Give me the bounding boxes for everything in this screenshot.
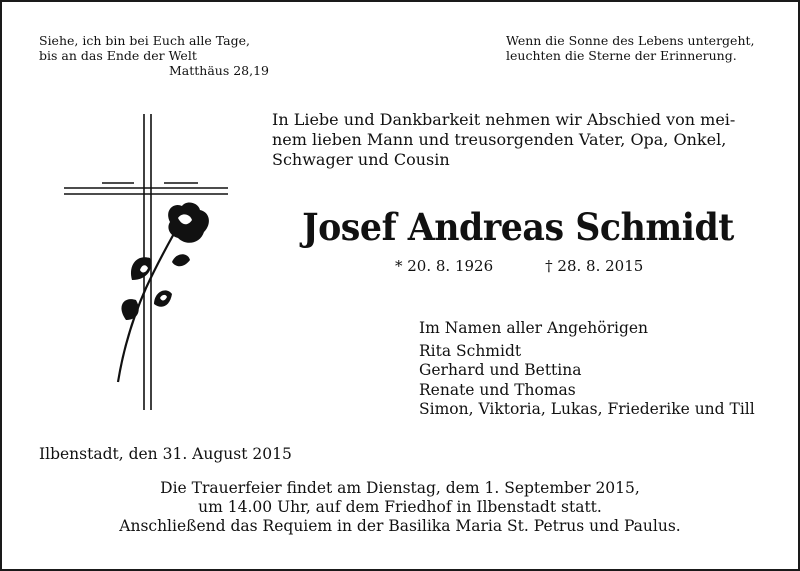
- funeral-line-1: Die Trauerfeier findet am Dienstag, dem 1. September 2015,: [160, 479, 640, 497]
- death-date: † 28. 8. 2015: [545, 257, 644, 275]
- intro-text: [272, 110, 762, 170]
- mourner-name: Rita Schmidt: [419, 341, 522, 360]
- intro-line-3: Schwager und Cousin: [272, 150, 450, 169]
- deceased-name: Josef Andreas Schmidt: [302, 205, 734, 249]
- funeral-info: [2, 479, 798, 536]
- bible-quote-reference: Matthäus 28,19: [168, 63, 269, 78]
- memorial-quote-line-1: Wenn die Sonne des Lebens untergeht,: [506, 33, 755, 48]
- cross-rose-icon: [58, 110, 233, 415]
- memorial-quote: [506, 33, 776, 63]
- memorial-quote-line-2: leuchten die Sterne der Erinnerung.: [506, 48, 737, 63]
- intro-line-2: nem lieben Mann und treusorgenden Vater, Opa, Onkel,: [272, 130, 727, 149]
- mourners-block: [419, 319, 755, 420]
- life-dates: [395, 257, 643, 275]
- bible-quote-line-1: Siehe, ich bin bei Euch alle Tage,: [39, 33, 250, 48]
- intro-line-1: In Liebe und Dankbarkeit nehmen wir Abschied von mei-: [272, 110, 736, 129]
- mourners-heading: Im Namen aller Angehörigen: [419, 319, 649, 337]
- birth-date: * 20. 8. 1926: [395, 257, 494, 275]
- place-date: Ilbenstadt, den 31. August 2015: [39, 445, 292, 463]
- mourner-name: Renate und Thomas: [419, 380, 576, 399]
- funeral-line-2: um 14.00 Uhr, auf dem Friedhof in Ilbenstadt statt.: [198, 498, 602, 516]
- mourner-name: Gerhard und Bettina: [419, 361, 582, 379]
- funeral-line-3: Anschließend das Requiem in der Basilika Maria St. Petrus und Paulus.: [119, 517, 681, 535]
- mourner-name: Simon, Viktoria, Lukas, Friederike und Till: [419, 400, 755, 418]
- bible-quote: [39, 33, 289, 78]
- bible-quote-line-2: bis an das Ende der Welt: [39, 48, 197, 63]
